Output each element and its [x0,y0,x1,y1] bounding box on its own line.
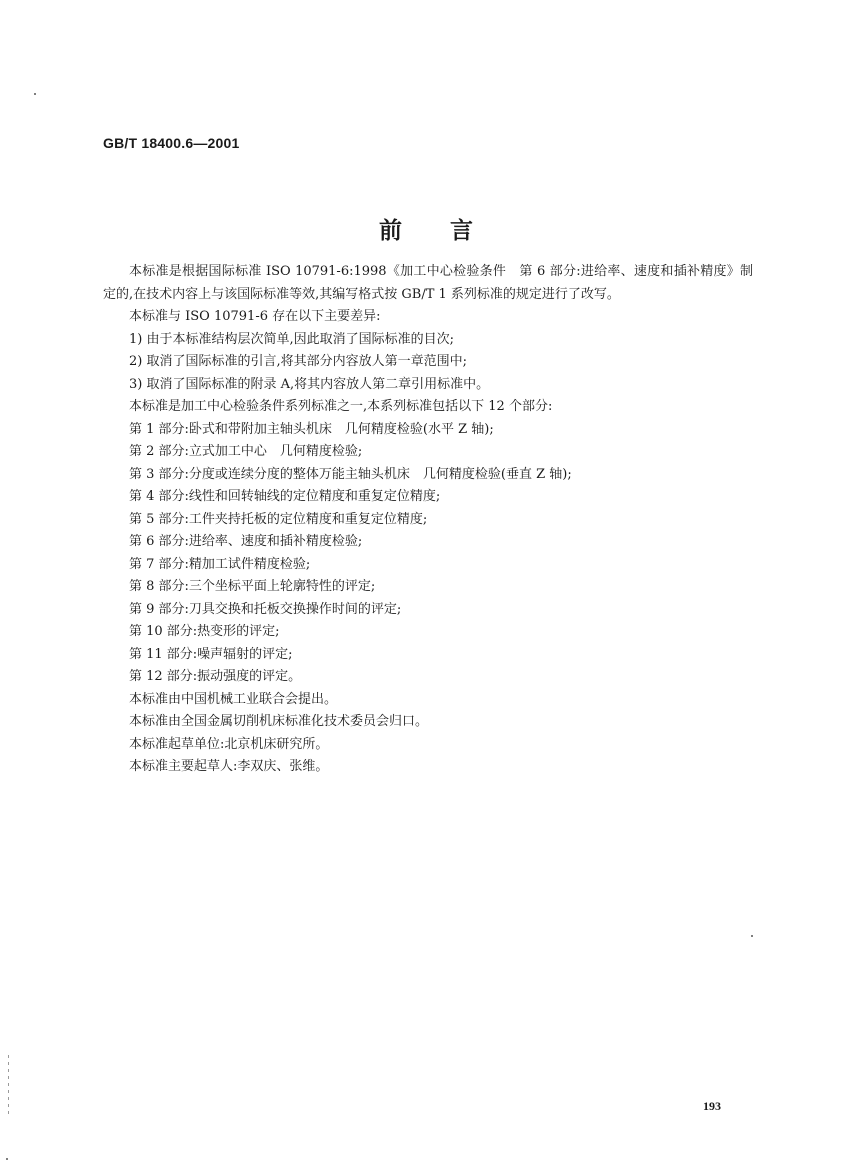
list-item-part-11: 第 11 部分:噪声辐射的评定; [129,646,293,662]
scan-speck [6,1158,8,1160]
list-item-part-10: 第 10 部分:热变形的评定; [129,624,280,639]
paragraph-intro: 本标准是根据国际标准 ISO 10791-6:1998《加工中心检验条件 第 6 部分:进给率、速度和插补精度》制定的,在技术内容上与该国际标准等效,其编写格式按 GB/T 1 系列标准的规定进行了改写。 [103,264,753,302]
list-item-part-7: 第 7 部分:精加工试件精度检验; [129,556,311,572]
paragraph-difference-2: 2) 取消了国际标准的引言,将其部分内容放人第一章范围中; [129,354,467,369]
page-title: 前言 [379,217,521,244]
foreword-body [103,261,753,779]
paragraph-differences-intro: 本标准与 ISO 10791-6 存在以下主要差异: [129,309,381,324]
scan-speck [34,93,36,95]
standard-number: GB/T 18400.6—2001 [103,135,240,151]
paragraph-proposed-by: 本标准由中国机械工业联合会提出。 [129,691,338,707]
list-item-part-8: 第 8 部分:三个坐标平面上轮廓特性的评定; [129,579,376,594]
list-item-part-6: 第 6 部分:进给率、速度和插补精度检验; [129,534,363,549]
page-number: 193 [703,1099,721,1113]
paragraph-difference-3: 3) 取消了国际标准的附录 A,将其内容放人第二章引用标准中。 [129,376,490,392]
list-item-part-9: 第 9 部分:刀具交换和托板交换操作时间的评定; [129,601,402,617]
scan-speck [751,935,753,937]
list-item-part-4: 第 4 部分:线性和回转轴线的定位精度和重复定位精度; [129,489,441,504]
list-item-part-12: 第 12 部分:振动强度的评定。 [129,669,302,684]
paragraph-administered-by: 本标准由全国金属切削机床标准化技术委员会归口。 [129,714,429,729]
list-item-part-5: 第 5 部分:工件夹持托板的定位精度和重复定位精度; [129,511,428,527]
scan-edge-mark [8,1055,9,1115]
list-item-part-1: 第 1 部分:卧式和带附加主轴头机床 几何精度检验(水平 Z 轴); [129,421,494,437]
list-item-part-3: 第 3 部分:分度或连续分度的整体万能主轴头机床 几何精度检验(垂直 Z 轴); [129,466,572,482]
paragraph-difference-1: 1) 由于本标准结构层次简单,因此取消了国际标准的目次; [129,331,454,347]
list-item-part-2: 第 2 部分:立式加工中心 几何精度检验; [129,444,363,459]
paragraph-drafting-unit: 本标准起草单位:北京机床研究所。 [129,736,329,752]
paragraph-drafters: 本标准主要起草人:李双庆、张维。 [129,759,329,774]
paragraph-series-intro: 本标准是加工中心检验条件系列标准之一,本系列标准包括以下 12 个部分: [129,399,553,414]
